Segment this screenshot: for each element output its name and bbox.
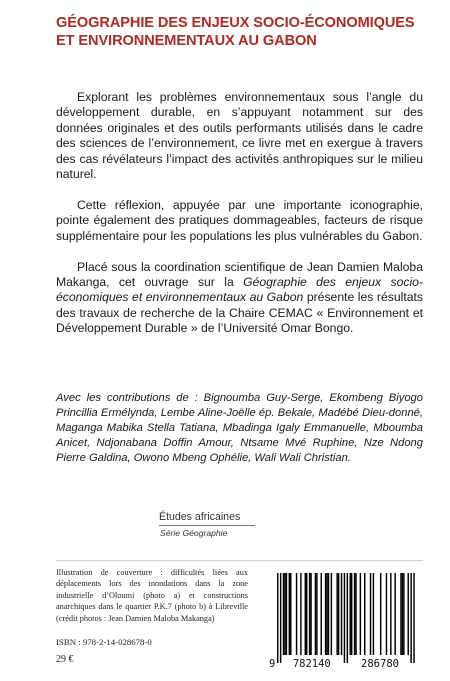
collection-rule — [159, 525, 255, 526]
barcode-bar — [390, 573, 391, 655]
barcode-bar — [360, 573, 361, 655]
barcode-bar — [338, 573, 339, 655]
barcode-bar — [403, 573, 404, 655]
barcode-bar — [326, 573, 327, 655]
barcode-bar — [315, 573, 316, 655]
barcode-bar — [344, 573, 345, 663]
barcode-bar — [354, 573, 355, 655]
barcode-bar — [364, 573, 365, 655]
barcode-bar — [413, 573, 414, 663]
barcode — [265, 569, 423, 671]
blurb-paragraph-3 — [56, 260, 423, 337]
collection-logo — [159, 511, 259, 538]
barcode-bar — [350, 573, 351, 655]
book-title-line-2: ET ENVIRONNEMENTAUX AU GABON — [56, 33, 317, 49]
barcode-graphic — [265, 569, 423, 671]
barcode-bar — [289, 573, 290, 655]
barcode-bar — [380, 573, 381, 655]
barcode-bar — [286, 573, 287, 655]
barcode-bar — [316, 573, 317, 655]
barcode-digits-left: 782140 — [292, 658, 331, 670]
price-label: 29 € — [56, 654, 74, 665]
barcode-bar — [283, 573, 284, 655]
book-title-italic: Géographie des enjeux socio-économiques et environnementaux au Gabon — [56, 275, 423, 305]
barcode-bar — [408, 573, 409, 655]
section-divider — [56, 560, 423, 561]
barcode-bar — [373, 573, 374, 655]
barcode-bar — [290, 573, 291, 655]
barcode-bar — [306, 573, 307, 655]
collection-series: Études africaines — [159, 511, 241, 523]
barcode-bar — [284, 573, 285, 655]
barcode-bar — [331, 573, 332, 655]
contributors-list: Avec les contributions de : Bignoumba Guy-Serge, Ekombeng Biyogo Princillia Ermélynda, Lembe Aline-Joëlle ép. Bekale, Madébé Dieu-donné, Maganga Mabika Stella Tatiana, Mbadinga Igaly Emmanuelle, Mboumba Anicet, Ndjonabana Doffin Amour, Ntsame Mvé Ruphine, Nze Ndong Pierre Galdina, Owono Mbeng Ophélie, Wali Wali Christian. — [56, 392, 423, 465]
barcode-digits-right: 286780 — [361, 658, 399, 670]
collection-subseries: Série Géographie — [160, 528, 228, 538]
blurb-paragraph-3-end: présente les résultats des travaux de recherche de la Chaire CEMAC « Environnement et Développement Durable » de l’Université Omar Bongo. — [56, 290, 423, 336]
barcode-bar — [300, 573, 301, 655]
cover-illustration-credit: Illustration de couverture : difficultés liées aux déplacements lors des inondations dans la zone industrielle d’Oloumi (photo a) et constructions anarchiques dans le quartier P.K.7 (photo b) à Libreville (crédit photos : Jean Damien Maloba Makanga) — [56, 568, 248, 623]
barcode-bar — [394, 573, 395, 655]
blurb-paragraph-3-intro: Placé sous la coordination scientifique de Jean Damien Maloba Makanga, cet ouvrage sur la — [56, 259, 423, 290]
barcode-bar — [400, 573, 401, 655]
barcode-bar — [325, 573, 326, 655]
barcode-digit-first: 9 — [269, 658, 276, 670]
blurb — [56, 90, 423, 337]
barcode-bar — [309, 573, 310, 655]
barcode-bar — [341, 573, 342, 655]
barcode-bar — [277, 573, 278, 663]
barcode-bar — [386, 573, 387, 655]
barcode-bar — [305, 573, 306, 655]
barcode-bar — [351, 573, 352, 655]
blurb-paragraph-2: Cette réflexion, appuyée par une importante iconographie, pointe également des pratiques dommageables, facteurs de risque supplémentaire pour les populations les plus vulnérables du Gabon. — [56, 197, 423, 243]
barcode-bar — [310, 573, 311, 655]
book-title — [56, 14, 426, 50]
barcode-bar — [347, 573, 348, 663]
barcode-bar — [296, 573, 297, 655]
barcode-bar — [336, 573, 337, 655]
barcode-bar — [410, 573, 411, 663]
barcode-bar — [370, 573, 371, 655]
barcode-bar — [321, 573, 322, 655]
book-title-line-1: GÉOGRAPHIE DES ENJEUX SOCIO-ÉCONOMIQUES — [56, 15, 415, 31]
blurb-paragraph-1: Explorant les problèmes environnementaux sous l’angle du développement durable, en s’appuyant notamment sur des données originales et des outils performants utilisés dans le cadre des sciences de l’environnement, ce livre met en exergue à travers des cas révélateurs l’impact des activités anthropiques sur le milieu naturel. — [56, 90, 423, 182]
isbn-number: ISBN : 978-2-14-028678-0 — [56, 637, 152, 647]
barcode-bar — [280, 573, 281, 663]
barcode-bar — [402, 573, 403, 655]
barcode-bar — [355, 573, 356, 655]
barcode-bar — [328, 573, 329, 655]
